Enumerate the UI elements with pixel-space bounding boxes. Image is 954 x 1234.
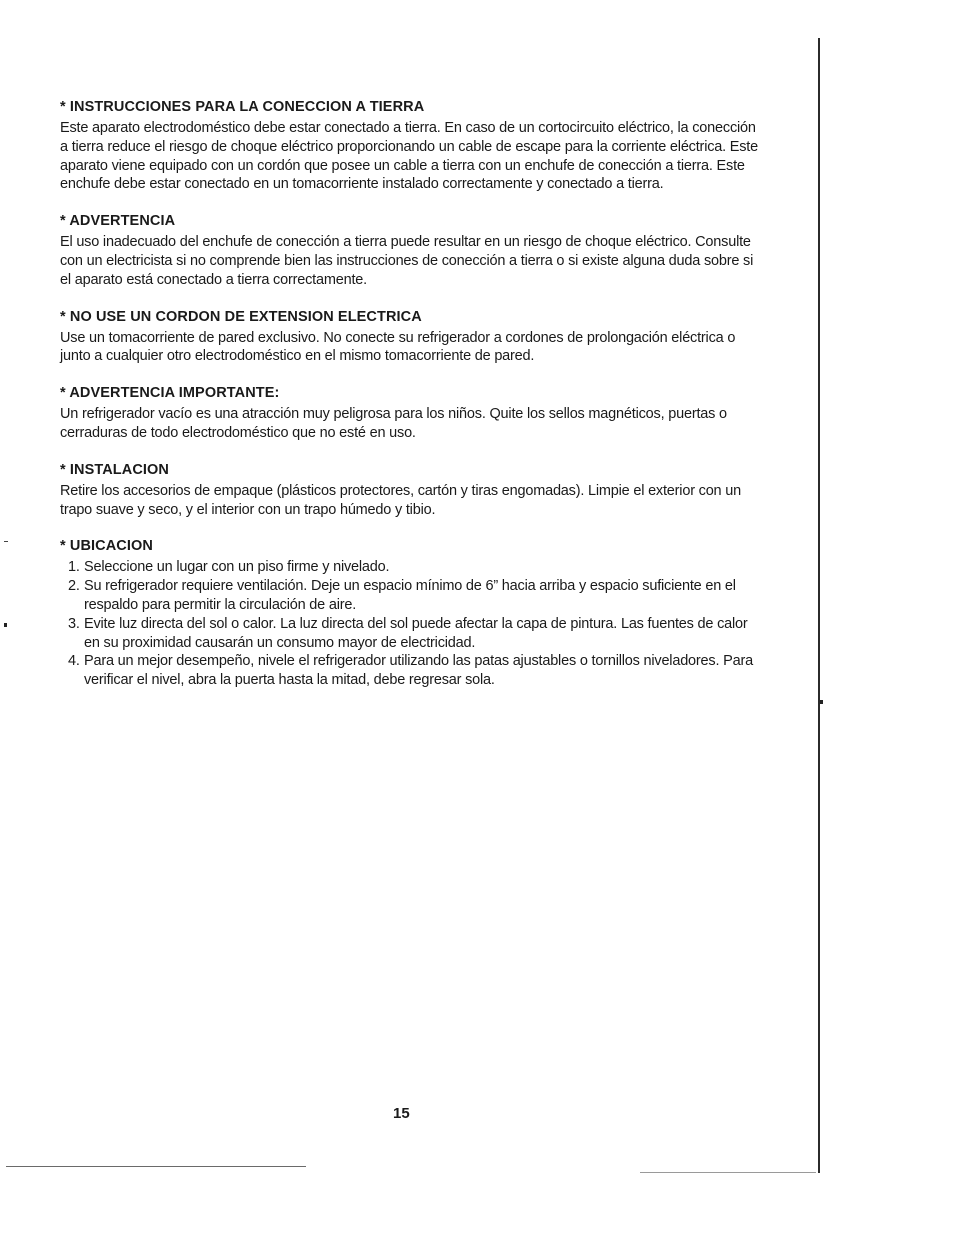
location-list — [60, 558, 760, 690]
section-body: Retire los accesorios de empaque (plásticos protectores, cartón y tiras engomadas). Limpie el exterior con un trapo suave y seco, y el interior con un trapo húmedo y tibio. — [60, 482, 741, 518]
list-item-text: Evite luz directa del sol o calor. La luz directa del sol puede afectar la capa de pintura. Las fuentes de calor en su proximidad causarán un consumo mayor de electricidad. — [84, 615, 748, 651]
list-item-text: Seleccione un lugar con un piso firme y nivelado. — [84, 559, 390, 576]
list-item-text: Para un mejor desempeño, nivele el refrigerador utilizando las patas ajustables o tornillos niveladores. Para verificar el nivel, abra la puerta hasta la mitad, debe regresar sola. — [84, 653, 753, 689]
section-body: Use un tomacorriente de pared exclusivo. No conecte su refrigerador a cordones de prolongación eléctrica o junto a cualquier otro electrodoméstico en el mismo tomacorriente de pared. — [60, 329, 736, 365]
bottom-rule-right — [640, 1172, 816, 1173]
section-grounding — [60, 97, 760, 194]
list-item-number: 3. — [68, 615, 80, 632]
section-important-warning — [60, 383, 760, 443]
section-body: El uso inadecuado del enchufe de conección a tierra puede resultar en un riesgo de choque eléctrico. Consulte con un electricista si no comprende bien las instrucciones de conección a tierra o si existe alguna duda sobre si el aparato está conectado a tierra correctamente. — [60, 234, 754, 288]
scan-mark-left — [4, 623, 7, 627]
list-item-text: Su refrigerador requiere ventilación. Deje un espacio mínimo de 6” hacia arriba y espacio suficiente en el respaldo para permitir la circulación de aire. — [84, 578, 736, 613]
section-heading: * INSTRUCCIONES PARA LA CONECCION A TIERRA — [60, 99, 425, 115]
section-heading: * ADVERTENCIA IMPORTANTE: — [60, 385, 280, 402]
scan-mark-right — [820, 700, 823, 704]
list-item — [60, 558, 760, 577]
list-item — [60, 615, 760, 653]
section-no-extension-cord — [60, 307, 760, 367]
list-item — [60, 652, 760, 690]
scan-dash-left — [4, 541, 8, 542]
section-location — [60, 536, 760, 690]
list-item-number: 4. — [68, 653, 80, 670]
list-item-number: 1. — [68, 559, 80, 576]
section-heading: * INSTALACION — [60, 461, 169, 478]
list-item — [60, 577, 760, 615]
section-body: Este aparato electrodoméstico debe estar conectado a tierra. En caso de un cortocircuito eléctrico, la conección a tierra reduce el riesgo de choque eléctrico proporcionando un cable de escape para la corriente eléctrica. Este aparato viene equipado con un cordón que posee un cable a tierra con un enchufe de conección a tierra. Este enchufe debe estar conectado en un tomacorriente instalado correctamente y conectado a tierra. — [60, 120, 758, 193]
section-installation — [60, 460, 760, 520]
list-item-number: 2. — [68, 578, 80, 595]
section-body: Un refrigerador vacío es una atracción muy peligrosa para los niños. Quite los sellos magnéticos, puertas o cerraduras de todo electrodoméstico que no esté en uso. — [60, 406, 727, 441]
section-heading: * NO USE UN CORDON DE EXTENSION ELECTRICA — [60, 308, 422, 325]
section-heading: * UBICACION — [60, 538, 153, 555]
page-number: 15 — [393, 1105, 410, 1122]
bottom-rule-left — [6, 1166, 306, 1167]
section-heading: * ADVERTENCIA — [60, 213, 176, 230]
section-warning — [60, 211, 760, 289]
document-content — [60, 97, 760, 707]
right-margin-rule — [818, 38, 820, 1173]
